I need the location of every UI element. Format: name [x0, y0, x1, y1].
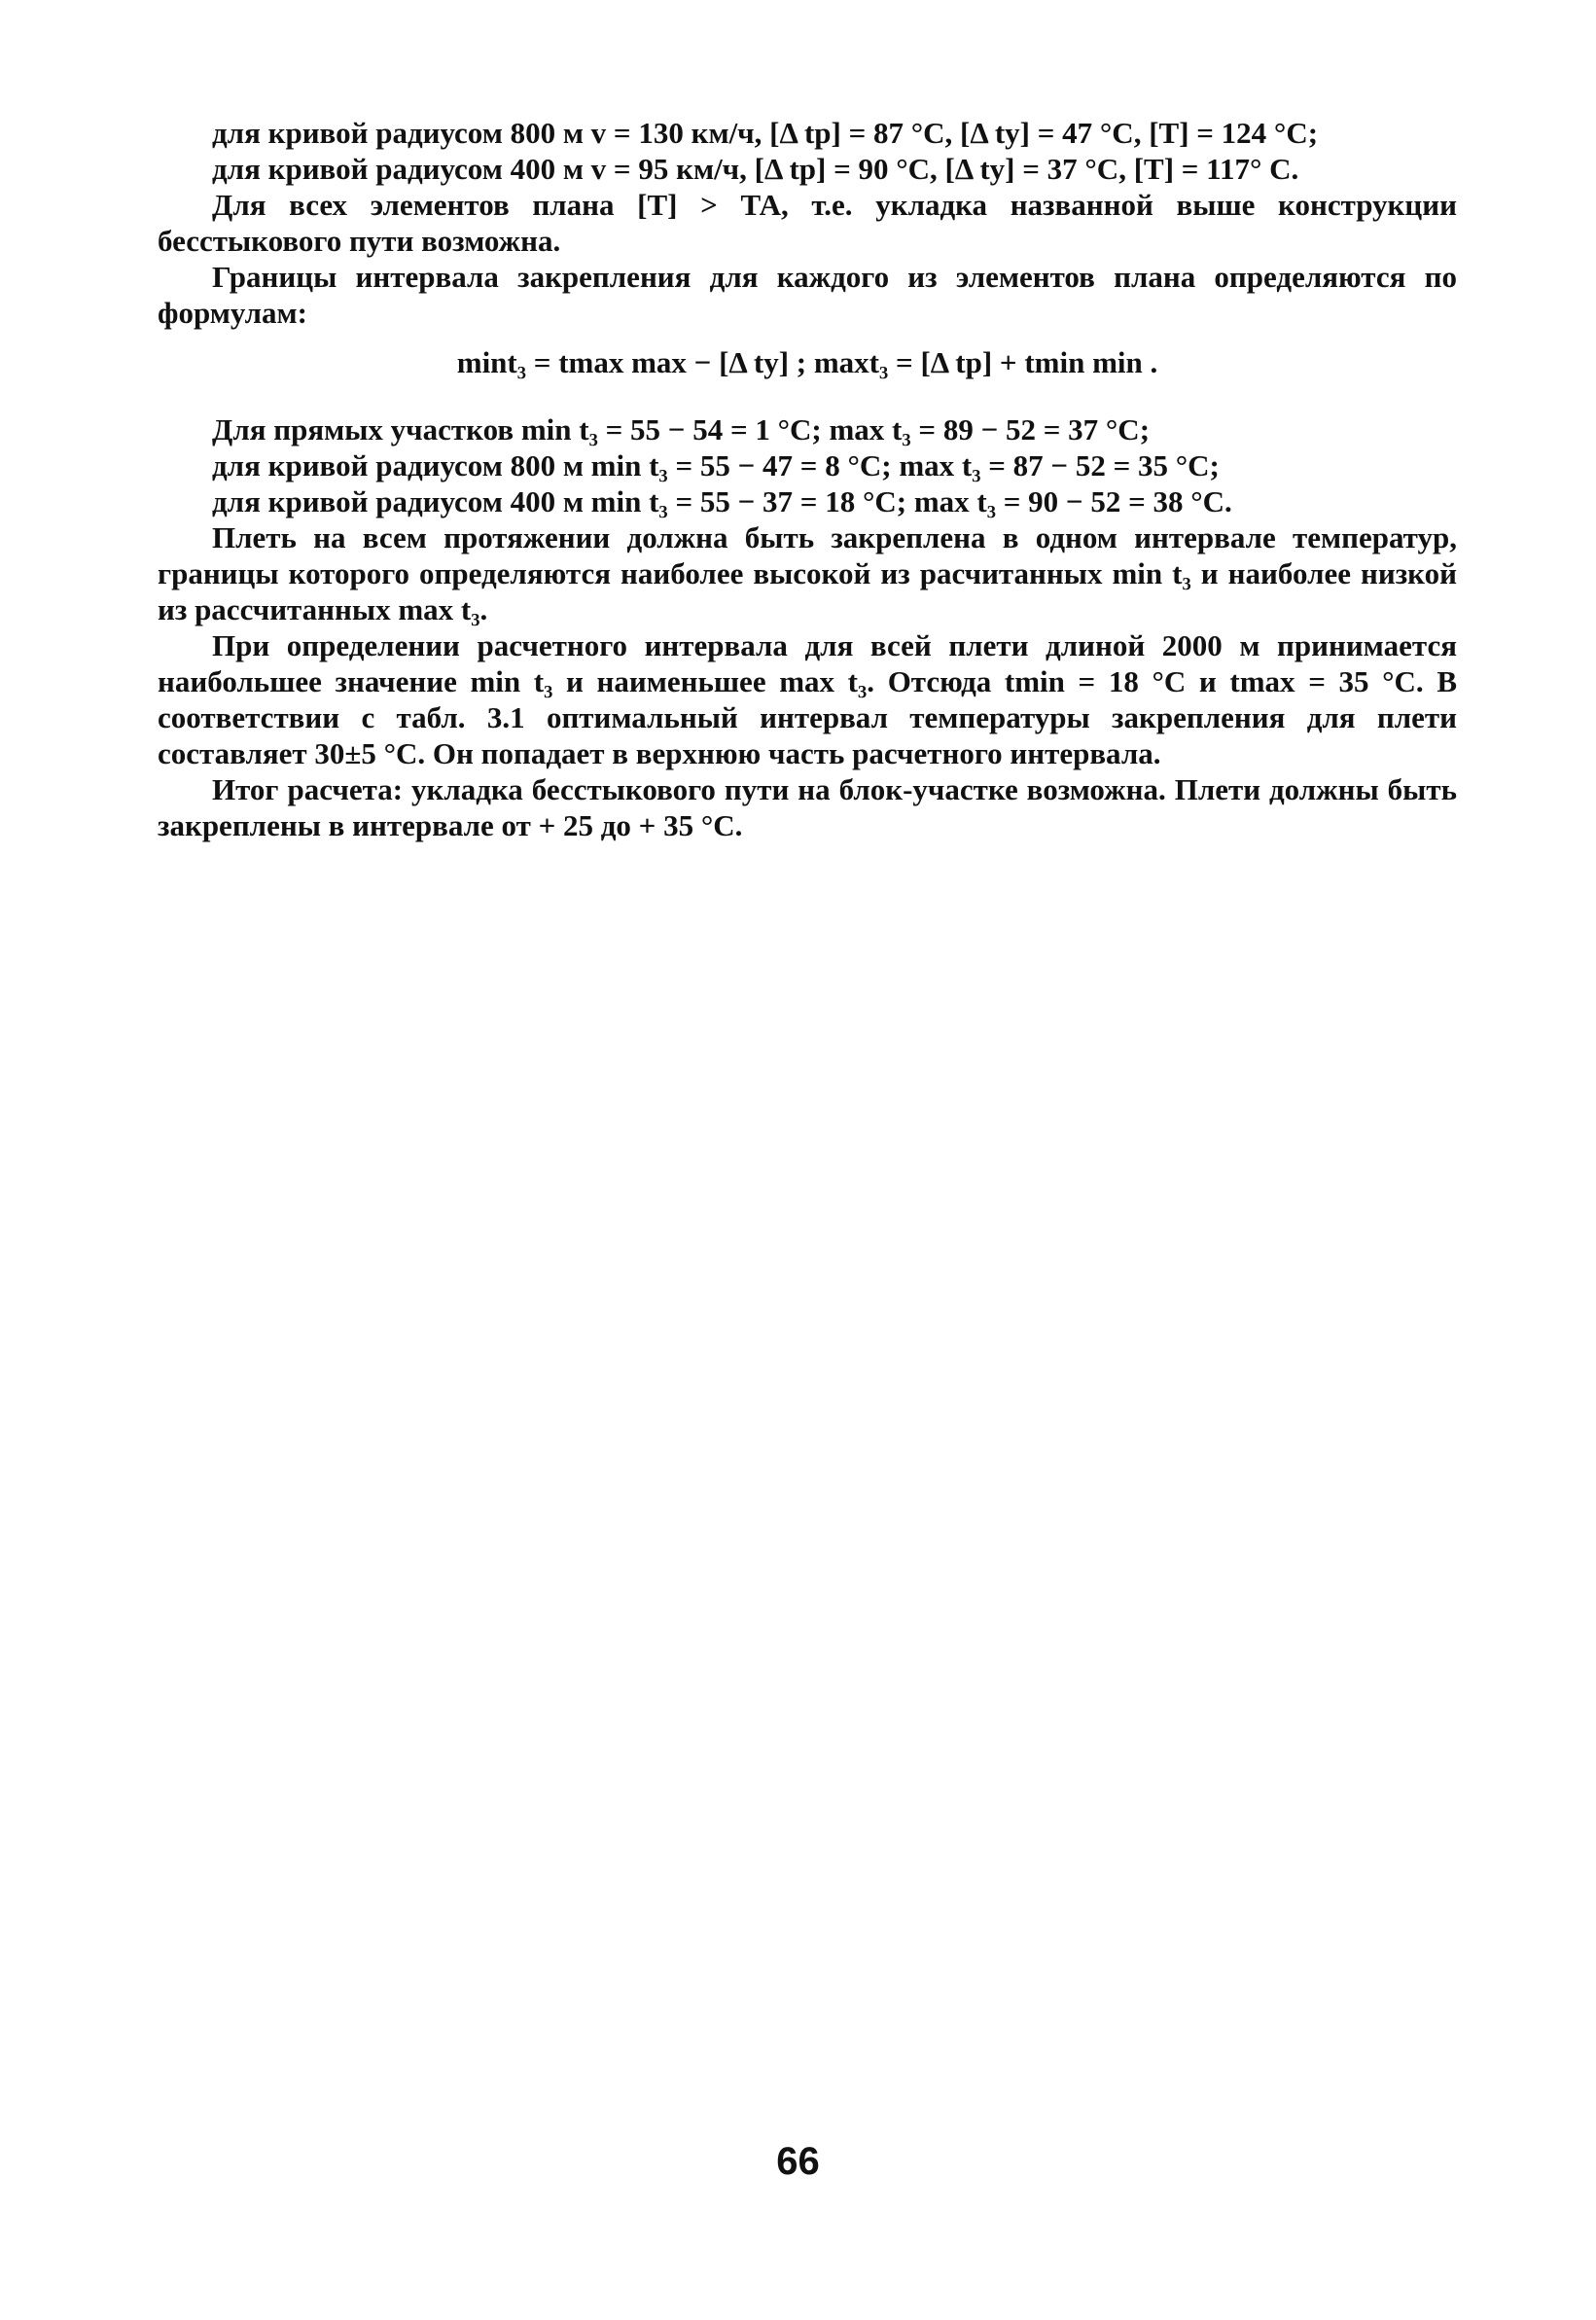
curve-400-parameters: для кривой радиусом 400 м v = 95 км/ч, [Δ tр] = 90 °С, [Δ tу] = 37 °С, [Т] = 117° С. [212, 152, 1299, 186]
paragraph-whip-interval: Плеть на всем протяжении должна быть закреплена в одном интервале температур, границы которого определяются наиболее высокой из расчитанных min t₃ и наиболее низкой из рассчитанных max t₃. [158, 520, 1457, 626]
paragraph-plan-elements: Для всех элементов плана [Т] > ТА, т.е. укладка названной выше конструкции бесстыкового пути возможна. [158, 188, 1457, 258]
paragraph-calculated-interval: При определении расчетного интервала для всей плети длиной 2000 м принимается наибольшее значение min t₃ и наименьшее max t₃. Отсюда tmin = 18 °С и tmax = 35 °С. В соответствии с табл. 3.1 оптимальный интервал температуры закрепления для плети составляет 30±5 °С. Он попадает в верхнюю часть расчетного интервала. [158, 628, 1457, 770]
curve-800-parameters: для кривой радиусом 800 м v = 130 км/ч, [Δ tр] = 87 °С, [Δ tу] = 47 °С, [Т] = 124 °С; [212, 116, 1319, 150]
result-curve-400: для кривой радиусом 400 м min t₃ = 55 − 37 = 18 °С; max t₃ = 90 − 52 = 38 °С. [212, 484, 1232, 518]
result-straight-sections: Для прямых участков min t₃ = 55 − 54 = 1 °С; max t₃ = 89 − 52 = 37 °С; [212, 412, 1151, 446]
body-text [158, 115, 1457, 843]
result-curve-800: для кривой радиусом 800 м min t₃ = 55 − 47 = 8 °С; max t₃ = 87 − 52 = 35 °С; [212, 448, 1220, 482]
page-number: 66 [776, 2140, 820, 2183]
formula-fixing-interval: mint₃ = tmax max − [Δ tу] ; maxt₃ = [Δ tр] + tmin min . [456, 345, 1158, 379]
paragraph-calculation-result: Итог расчета: укладка бесстыкового пути на блок-участке возможна. Плети должны быть закреплены в интервале от + 25 до + 35 °С. [158, 772, 1457, 842]
paragraph-interval-bounds: Границы интервала закрепления для каждого из элементов плана определяются по формулам: [158, 260, 1457, 330]
